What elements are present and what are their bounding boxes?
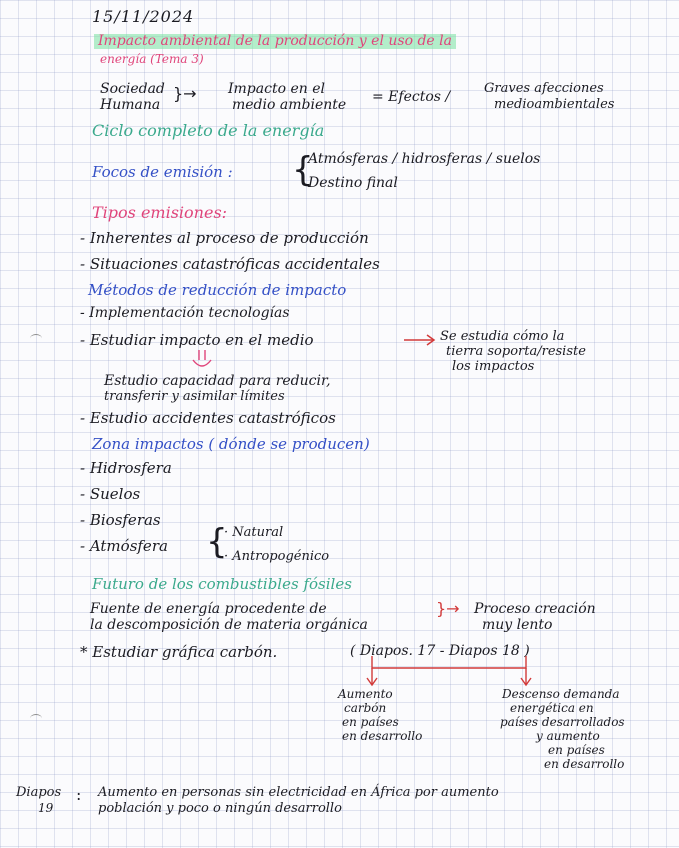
colon-mark: : xyxy=(76,785,82,804)
metodos-note-1: Se estudia cómo la xyxy=(440,329,565,344)
tipos-item-1: - Inherentes al proceso de producción xyxy=(80,229,369,247)
metodos-item-3: - Estudio accidentes catastróficos xyxy=(80,409,336,427)
arrow-icon xyxy=(404,335,434,345)
zona-atm-1: · Natural xyxy=(224,525,284,540)
society-mid-2: medio ambiente xyxy=(232,97,347,113)
futuro-heading: Futuro de los combustibles fósiles xyxy=(92,575,352,593)
title-line-1: Impacto ambiental de la producción y el uso de la xyxy=(94,34,456,49)
right-note-5: en países xyxy=(548,743,605,757)
zona-item-1: - Hidrosfera xyxy=(80,459,172,477)
right-note-4: y aumento xyxy=(536,729,600,743)
left-note-4: en desarrollo xyxy=(342,729,423,743)
focos-line-2: Destino final xyxy=(308,175,398,191)
society-right-1: Graves afecciones xyxy=(484,81,604,96)
left-note-2: carbón xyxy=(344,701,387,715)
brace-arrow-icon: }→ xyxy=(436,599,460,618)
right-note-6: en desarrollo xyxy=(544,757,625,771)
footer-label-2: 19 xyxy=(38,801,54,815)
futuro-grafica: * Estudiar gráfica carbón. xyxy=(80,643,278,661)
focos-line-1: Atmósferas / hidrosferas / suelos xyxy=(308,151,541,167)
zona-atm-2: · Antropogénico xyxy=(224,549,330,564)
right-note-1: Descenso demanda xyxy=(502,687,620,701)
left-note-3: en países xyxy=(342,715,399,729)
date: 15/11/2024 xyxy=(92,7,195,26)
footer-line-1: Aumento en personas sin electricidad en África por aumento xyxy=(98,785,499,800)
zona-heading: Zona impactos ( dónde se producen) xyxy=(92,435,370,453)
focos-label: Focos de emisión : xyxy=(92,163,233,181)
bracket-arrow: }→ xyxy=(173,84,197,103)
metodos-item-2: - Estudiar impacto en el medio xyxy=(80,331,314,349)
society-right-2: medioambientales xyxy=(494,97,615,112)
society-left-2: Humana xyxy=(100,97,161,113)
metodos-note-2: tierra soporta/resiste xyxy=(446,344,586,359)
tipos-heading: Tipos emisiones: xyxy=(92,203,228,222)
diapos-connector xyxy=(367,656,531,685)
brace-icon: { xyxy=(206,522,228,562)
futuro-proceso-1: Proceso creación xyxy=(474,601,596,617)
right-note-3: países desarrollados xyxy=(500,715,625,729)
metodos-heading: Métodos de reducción de impacto xyxy=(88,281,347,299)
futuro-diapos: ( Diapos. 17 - Diapos 18 ) xyxy=(350,643,530,659)
futuro-fuente-1: Fuente de energía procedente de xyxy=(90,601,327,617)
metodos-item-1: - Implementación tecnologías xyxy=(80,305,290,321)
metodos-sub-2: transferir y asimilar límites xyxy=(104,389,285,404)
ciclo-heading: Ciclo completo de la energía xyxy=(92,121,325,140)
society-effects: = Efectos / xyxy=(372,89,451,105)
right-note-2: energética en xyxy=(510,701,594,715)
footer-label-1: Diapos xyxy=(16,785,62,800)
double-down-arrow-icon xyxy=(193,350,211,366)
futuro-fuente-2: la descomposición de materia orgánica xyxy=(90,617,368,633)
brace-icon: { xyxy=(292,150,314,190)
zona-item-2: - Suelos xyxy=(80,485,141,503)
metodos-sub-1: Estudio capacidad para reducir, xyxy=(104,373,331,389)
society-mid-1: Impacto en el xyxy=(228,81,325,97)
society-left-1: Sociedad xyxy=(100,81,165,97)
left-note-1: Aumento xyxy=(338,687,393,701)
zona-item-3: - Biosferas xyxy=(80,511,161,529)
tipos-item-2: - Situaciones catastróficas accidentales xyxy=(80,255,380,273)
title-line-2: energía (Tema 3) xyxy=(100,52,204,66)
metodos-note-3: los impactos xyxy=(452,359,535,374)
zona-item-4: - Atmósfera xyxy=(80,537,168,555)
footer-line-2: población y poco o ningún desarrollo xyxy=(98,801,342,816)
futuro-proceso-2: muy lento xyxy=(482,617,553,633)
